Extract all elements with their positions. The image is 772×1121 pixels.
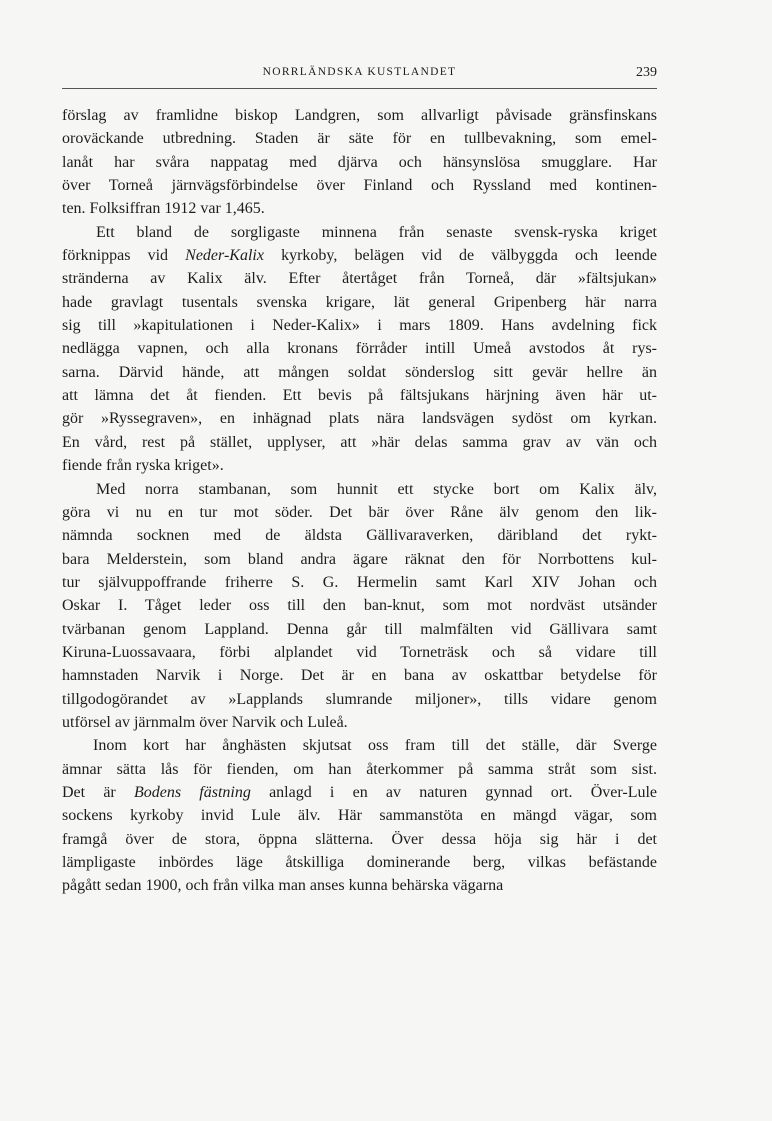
page-number: 239 xyxy=(636,65,657,80)
body-text xyxy=(62,104,657,898)
text-line: sig till »kapitulationen i Neder-Kalix» i mars 1809. Hans avdelning fick xyxy=(62,317,657,335)
text-segment: förknippas vid xyxy=(62,247,186,265)
text-line: oroväckande utbredning. Staden är säte för en tullbevakning, som emel- xyxy=(62,130,657,148)
text-line: att lämna det åt fienden. Ett bevis på fältsjukans härjning även här ut- xyxy=(62,387,657,405)
text-line: nedlägga vapnen, och alla kronans förråder intill Umeå avstodos åt rys- xyxy=(62,340,657,358)
text-line: framgå över de stora, öppna slätterna. Över dessa höja sig här i det xyxy=(62,830,657,848)
italic-place-name: Bodens fästning xyxy=(133,783,251,801)
text-line: bara Melderstein, som bland andra ägare räknat den för Norrbottens kul- xyxy=(62,550,657,568)
text-line xyxy=(62,244,657,267)
text-segment: kyrkoby, belägen vid de välbyggda och leende xyxy=(263,247,657,265)
text-line: göra vi nu en tur mot söder. Det bär över Råne älv genom den lik- xyxy=(62,503,657,521)
text-line: pågått sedan 1900, och från vilka man anses kunna behärska vägarna xyxy=(62,877,504,895)
text-line: lanåt har svåra nappatag med djärva och hänsynslösa smugglare. Har xyxy=(62,153,657,171)
text-line: gör »Ryssegraven», en inhägnad plats nära landsvägen sydöst om kyrkan. xyxy=(62,410,657,428)
text-line xyxy=(62,781,657,804)
text-line: En vård, rest på stället, upplyser, att »här delas samma grav av vän och xyxy=(62,433,657,451)
italic-place-name: Neder-Kalix xyxy=(185,247,264,265)
page-header xyxy=(62,66,657,88)
text-line: ten. Folksiffran 1912 var 1,465. xyxy=(62,200,265,218)
text-line: fiende från ryska kriget». xyxy=(62,457,224,475)
text-line: ämnar sätta lås för fienden, om han återkommer på samma stråt som sist. xyxy=(62,760,657,778)
text-line: Ett bland de sorgligaste minnena från senaste svensk-ryska kriget xyxy=(96,223,657,241)
running-title: NORRLÄNDSKA KUSTLANDET xyxy=(262,66,457,78)
text-line: Kiruna-Luossavaara, förbi alplandet vid Torneträsk och så vidare till xyxy=(62,643,657,661)
text-line: tvärbanan genom Lappland. Denna går till malmfälten vid Gällivara samt xyxy=(62,620,657,638)
text-line: hade gravlagt tusentals svenska krigare, lät general Gripenberg här narra xyxy=(62,293,657,311)
text-line: tillgodogörandet av »Lapplands slumrande miljoner», tills vidare genom xyxy=(62,690,657,708)
text-line: förslag av framlidne biskop Landgren, som allvarligt påvisade gränsfinskans xyxy=(62,107,657,124)
text-line: Inom kort har ånghästen skjutsat oss fram till det ställe, där Sverge xyxy=(93,737,657,755)
text-line: utförsel av järnmalm över Narvik och Luleå. xyxy=(62,713,348,731)
text-line: hamnstaden Narvik i Norge. Det är en bana av oskattbar betydelse för xyxy=(62,667,657,685)
text-segment: anlagd i en av naturen gynnad ort. Över-Lule xyxy=(250,783,657,801)
text-segment: Det är xyxy=(62,783,134,801)
text-line: över Torneå järnvägsförbindelse över Finland och Ryssland med kontinen- xyxy=(62,177,657,195)
text-line: nämnda socknen med de äldsta Gällivaraverken, däribland det rykt- xyxy=(62,527,657,545)
text-line: stränderna av Kalix älv. Efter återtåget från Torneå, där »fältsjukan» xyxy=(62,270,657,288)
text-line: sockens kyrkoby invid Lule älv. Här sammanstöta en mängd vägar, som xyxy=(62,807,657,825)
text-line: Oskar I. Tåget leder oss till den ban-knut, som mot nordväst utsänder xyxy=(62,597,657,615)
header-rule xyxy=(62,88,657,89)
text-line: Med norra stambanan, som hunnit ett stycke bort om Kalix älv, xyxy=(96,480,657,498)
text-line: lämpligaste inbördes läge åtskilliga dominerande berg, vilkas befästande xyxy=(62,854,657,871)
text-line: tur självuppoffrande friherre S. G. Hermelin samt Karl XIV Johan och xyxy=(62,573,657,591)
text-line: sarna. Därvid hände, att mången soldat sönderslog sitt gevär hellre än xyxy=(62,363,657,381)
